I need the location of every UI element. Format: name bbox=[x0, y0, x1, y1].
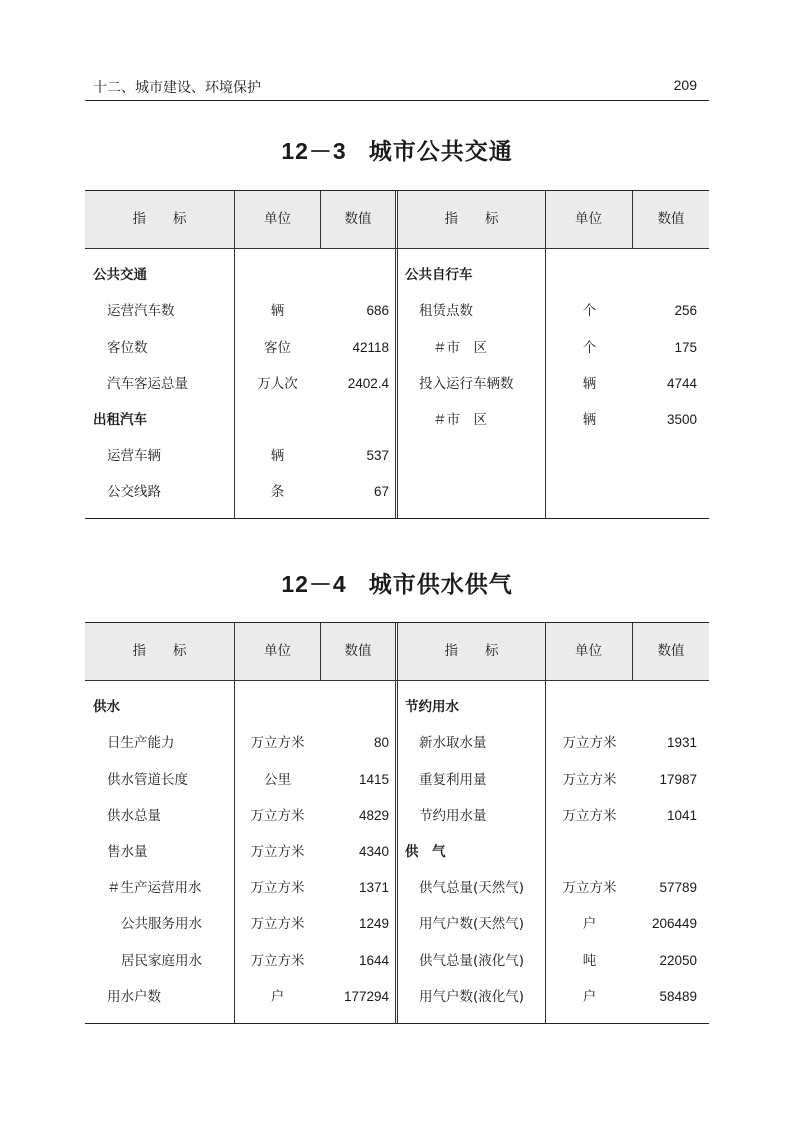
indicator-label: 客位数 bbox=[107, 339, 148, 356]
header-value: 数值 bbox=[657, 643, 685, 659]
value-cell: 67 bbox=[373, 484, 389, 500]
unit-cell: 辆 bbox=[270, 303, 285, 320]
table-title-text: 城市公共交通 bbox=[368, 138, 513, 165]
category-label: 供 气 bbox=[405, 843, 446, 860]
table-header bbox=[85, 623, 709, 681]
table-title-text: 城市供水供气 bbox=[368, 571, 513, 598]
category-label: 公共自行车 bbox=[405, 267, 473, 284]
value-cell: 57789 bbox=[659, 880, 697, 896]
unit-cell: 辆 bbox=[270, 448, 285, 465]
category-label: 供水 bbox=[93, 699, 120, 716]
header-unit: 单位 bbox=[264, 211, 291, 227]
indicator-label: 居民家庭用水 bbox=[121, 952, 202, 969]
category-label: 节约用水 bbox=[405, 699, 459, 716]
column-divider bbox=[395, 249, 398, 518]
indicator-label: 用气户数(液化气) bbox=[419, 988, 525, 1005]
indicator-label: 售水量 bbox=[107, 843, 148, 860]
section-title: 十二、城市建设、环境保护 bbox=[93, 80, 261, 96]
value-cell: 4744 bbox=[666, 375, 697, 391]
column-divider bbox=[545, 681, 546, 1023]
table-number: 12－3 bbox=[281, 138, 347, 164]
page-number: 209 bbox=[673, 77, 697, 93]
unit-cell: 万立方米 bbox=[250, 735, 305, 752]
column-divider bbox=[395, 681, 398, 1023]
unit-cell: 个 bbox=[582, 339, 597, 356]
table-title-12-3 bbox=[85, 133, 709, 166]
unit-cell: 万立方米 bbox=[562, 807, 617, 824]
indicator-label: 供气总量(液化气) bbox=[419, 952, 525, 969]
indicator-label: ＃市 区 bbox=[433, 411, 487, 428]
indicator-label: 投入运行车辆数 bbox=[419, 375, 514, 392]
indicator-label: 汽车客运总量 bbox=[107, 375, 188, 392]
indicator-label: 用气户数(天然气) bbox=[419, 916, 525, 933]
unit-cell: 万立方米 bbox=[250, 916, 305, 933]
table-header bbox=[85, 191, 709, 249]
unit-cell: 户 bbox=[582, 916, 597, 933]
unit-cell: 辆 bbox=[582, 411, 597, 428]
indicator-label: 新水取水量 bbox=[419, 735, 487, 752]
column-divider bbox=[545, 249, 546, 518]
indicator-label: 供水管道长度 bbox=[107, 771, 188, 788]
category-label: 出租汽车 bbox=[93, 411, 147, 428]
header-indicator: 指 标 bbox=[444, 211, 499, 227]
page-header bbox=[85, 74, 709, 101]
value-cell: 537 bbox=[366, 448, 389, 464]
value-cell: 4340 bbox=[358, 843, 389, 859]
value-cell: 1931 bbox=[666, 735, 697, 751]
value-cell: 2402.4 bbox=[347, 375, 389, 391]
value-cell: 1041 bbox=[666, 807, 697, 823]
indicator-label: 日生产能力 bbox=[107, 735, 175, 752]
value-cell: 4829 bbox=[358, 807, 389, 823]
indicator-label: 运营汽车数 bbox=[107, 303, 175, 320]
table-body bbox=[85, 681, 709, 1023]
header-value: 数值 bbox=[344, 211, 372, 227]
value-cell: 686 bbox=[366, 303, 389, 319]
unit-cell: 辆 bbox=[582, 375, 597, 392]
header-indicator: 指 标 bbox=[132, 643, 187, 659]
indicator-label: 公交线路 bbox=[107, 484, 161, 501]
indicator-label: 重复利用量 bbox=[419, 771, 487, 788]
value-cell: 58489 bbox=[659, 988, 697, 1004]
table-city-public-transport bbox=[85, 190, 709, 519]
indicator-label: ＃市 区 bbox=[433, 339, 487, 356]
unit-cell: 个 bbox=[582, 303, 597, 320]
unit-cell: 万人次 bbox=[257, 375, 298, 392]
value-cell: 3500 bbox=[666, 411, 697, 427]
unit-cell: 万立方米 bbox=[250, 952, 305, 969]
value-cell: 22050 bbox=[659, 952, 697, 968]
unit-cell: 万立方米 bbox=[250, 843, 305, 860]
value-cell: 1249 bbox=[358, 916, 389, 932]
unit-cell: 户 bbox=[270, 988, 285, 1005]
unit-cell: 万立方米 bbox=[562, 880, 617, 897]
category-label: 公共交通 bbox=[93, 267, 147, 284]
value-cell: 1415 bbox=[358, 771, 389, 787]
header-unit: 单位 bbox=[575, 211, 602, 227]
header-indicator: 指 标 bbox=[132, 211, 187, 227]
unit-cell: 户 bbox=[582, 988, 597, 1005]
value-cell: 175 bbox=[674, 339, 697, 355]
indicator-label: 供水总量 bbox=[107, 807, 161, 824]
value-cell: 17987 bbox=[659, 771, 697, 787]
header-value: 数值 bbox=[657, 211, 685, 227]
table-city-water-gas-supply bbox=[85, 622, 709, 1024]
unit-cell: 吨 bbox=[582, 952, 597, 969]
value-cell: 1644 bbox=[358, 952, 389, 968]
table-number: 12－4 bbox=[281, 571, 347, 597]
unit-cell: 万立方米 bbox=[562, 735, 617, 752]
unit-cell: 万立方米 bbox=[250, 880, 305, 897]
indicator-label: 公共服务用水 bbox=[121, 916, 202, 933]
unit-cell: 万立方米 bbox=[250, 807, 305, 824]
value-cell: 256 bbox=[674, 303, 697, 319]
table-body bbox=[85, 249, 709, 518]
header-unit: 单位 bbox=[264, 643, 291, 659]
value-cell: 177294 bbox=[343, 988, 389, 1004]
value-cell: 80 bbox=[373, 735, 389, 751]
value-cell: 206449 bbox=[651, 916, 697, 932]
indicator-label: 供气总量(天然气) bbox=[419, 880, 525, 897]
indicator-label: 节约用水量 bbox=[419, 807, 487, 824]
value-cell: 1371 bbox=[358, 880, 389, 896]
unit-cell: 万立方米 bbox=[562, 771, 617, 788]
indicator-label: 租赁点数 bbox=[419, 303, 473, 320]
unit-cell: 条 bbox=[270, 484, 285, 501]
indicator-label: 用水户数 bbox=[107, 988, 161, 1005]
unit-cell: 公里 bbox=[264, 771, 291, 788]
indicator-label: 运营车辆 bbox=[107, 448, 161, 465]
header-value: 数值 bbox=[344, 643, 372, 659]
unit-cell: 客位 bbox=[264, 339, 291, 356]
header-unit: 单位 bbox=[575, 643, 602, 659]
header-indicator: 指 标 bbox=[444, 643, 499, 659]
indicator-label: ＃生产运营用水 bbox=[107, 880, 202, 897]
table-title-12-4 bbox=[85, 566, 709, 599]
value-cell: 42118 bbox=[352, 339, 389, 355]
